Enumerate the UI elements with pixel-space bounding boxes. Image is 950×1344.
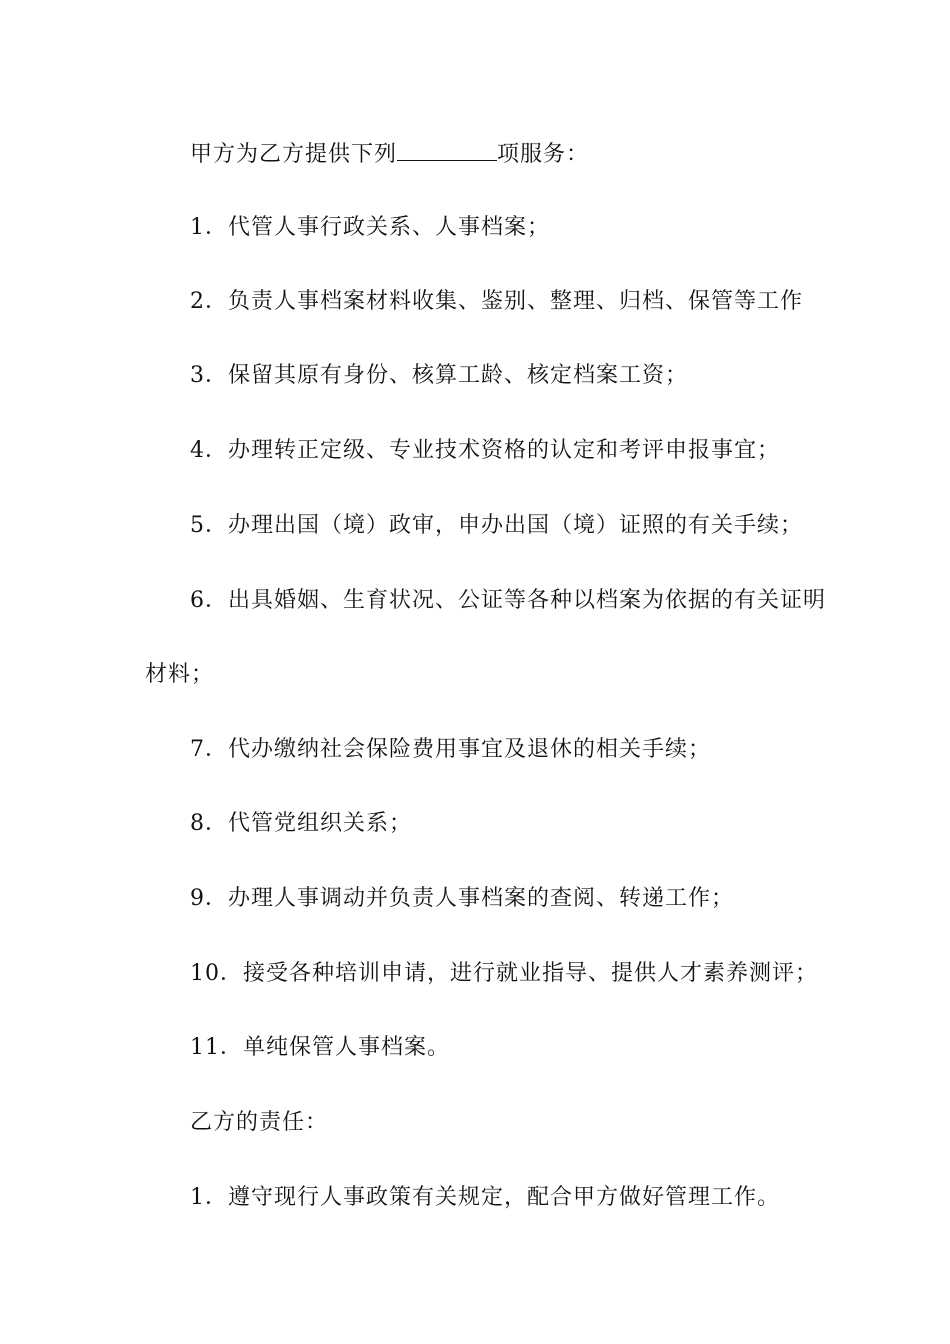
service-item-3: 3．保留其原有身份、核算工龄、核定档案工资； <box>190 363 688 388</box>
service-item-6-continued: 材料； <box>145 662 215 687</box>
service-item-6: 6．出具婚姻、生育状况、公证等各种以档案为依据的有关证明 <box>190 588 826 613</box>
service-item-5: 5．办理出国（境）政审，申办出国（境）证照的有关手续； <box>190 513 803 538</box>
service-item-10: 10．接受各种培训申请，进行就业指导、提供人才素养测评； <box>190 961 818 986</box>
section-heading: 乙方的责任： <box>190 1110 329 1135</box>
service-item-4: 4．办理转正定级、专业技术资格的认定和考评申报事宜； <box>190 438 780 463</box>
service-item-1: 1．代管人事行政关系、人事档案； <box>190 215 550 240</box>
service-item-11: 11．单纯保管人事档案。 <box>190 1035 450 1060</box>
intro-text-before: 甲方为乙方提供下列 <box>190 142 398 167</box>
service-item-8: 8．代管党组织关系； <box>190 811 412 836</box>
fill-in-blank[interactable] <box>397 140 497 161</box>
responsibility-item-1: 1．遵守现行人事政策有关规定，配合甲方做好管理工作。 <box>190 1185 780 1210</box>
service-item-2: 2．负责人事档案材料收集、鉴别、整理、归档、保管等工作 <box>190 289 803 314</box>
intro-paragraph <box>190 140 589 169</box>
service-item-9: 9．办理人事调动并负责人事档案的查阅、转递工作； <box>190 886 734 911</box>
intro-text-after: 项服务： <box>497 142 590 167</box>
service-item-7: 7．代办缴纳社会保险费用事宜及退休的相关手续； <box>190 737 711 762</box>
